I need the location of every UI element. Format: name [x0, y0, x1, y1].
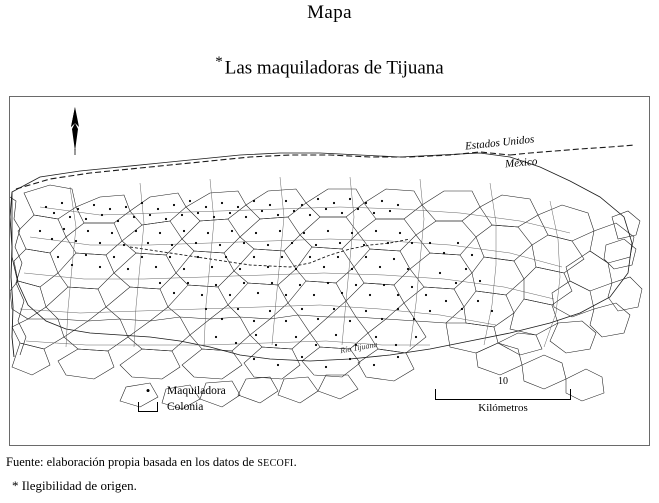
footnote: * Ilegibilidad de origen. [12, 478, 137, 493]
label-mexico: México [504, 155, 538, 171]
maquiladora-points [39, 198, 493, 368]
source-suffix: . [293, 455, 297, 469]
source-note [6, 455, 297, 470]
map-title [0, 54, 659, 79]
scalebar-unit: Kilómetros [478, 402, 528, 414]
map-title-asterisk: * [215, 54, 223, 70]
compass-rose-icon [62, 105, 88, 157]
page-title: Mapa [307, 2, 352, 23]
legend-label-maquiladora: Maquiladora [167, 385, 226, 397]
map-title-text: Las maquiladoras de Tijuana [224, 57, 444, 79]
label-rio-tijuana: Río Tijuana [339, 339, 379, 356]
polygon-symbol-icon [135, 402, 161, 413]
point-symbol-icon: • [145, 383, 151, 398]
legend-item-colonia [135, 399, 226, 415]
map-legend [135, 383, 226, 415]
legend-item-maquiladora [135, 383, 226, 399]
legend-label-colonia: Colonia [167, 401, 204, 413]
scalebar-value: 10 [498, 376, 508, 387]
scalebar-bar [435, 376, 571, 400]
source-prefix: Fuente: elaboración propia basada en los datos de [6, 455, 258, 469]
label-estados-unidos: Estados Unidos [464, 133, 535, 153]
map-scalebar [435, 376, 571, 414]
map-figure [9, 96, 650, 446]
source-organization: SECOFI [257, 458, 294, 469]
